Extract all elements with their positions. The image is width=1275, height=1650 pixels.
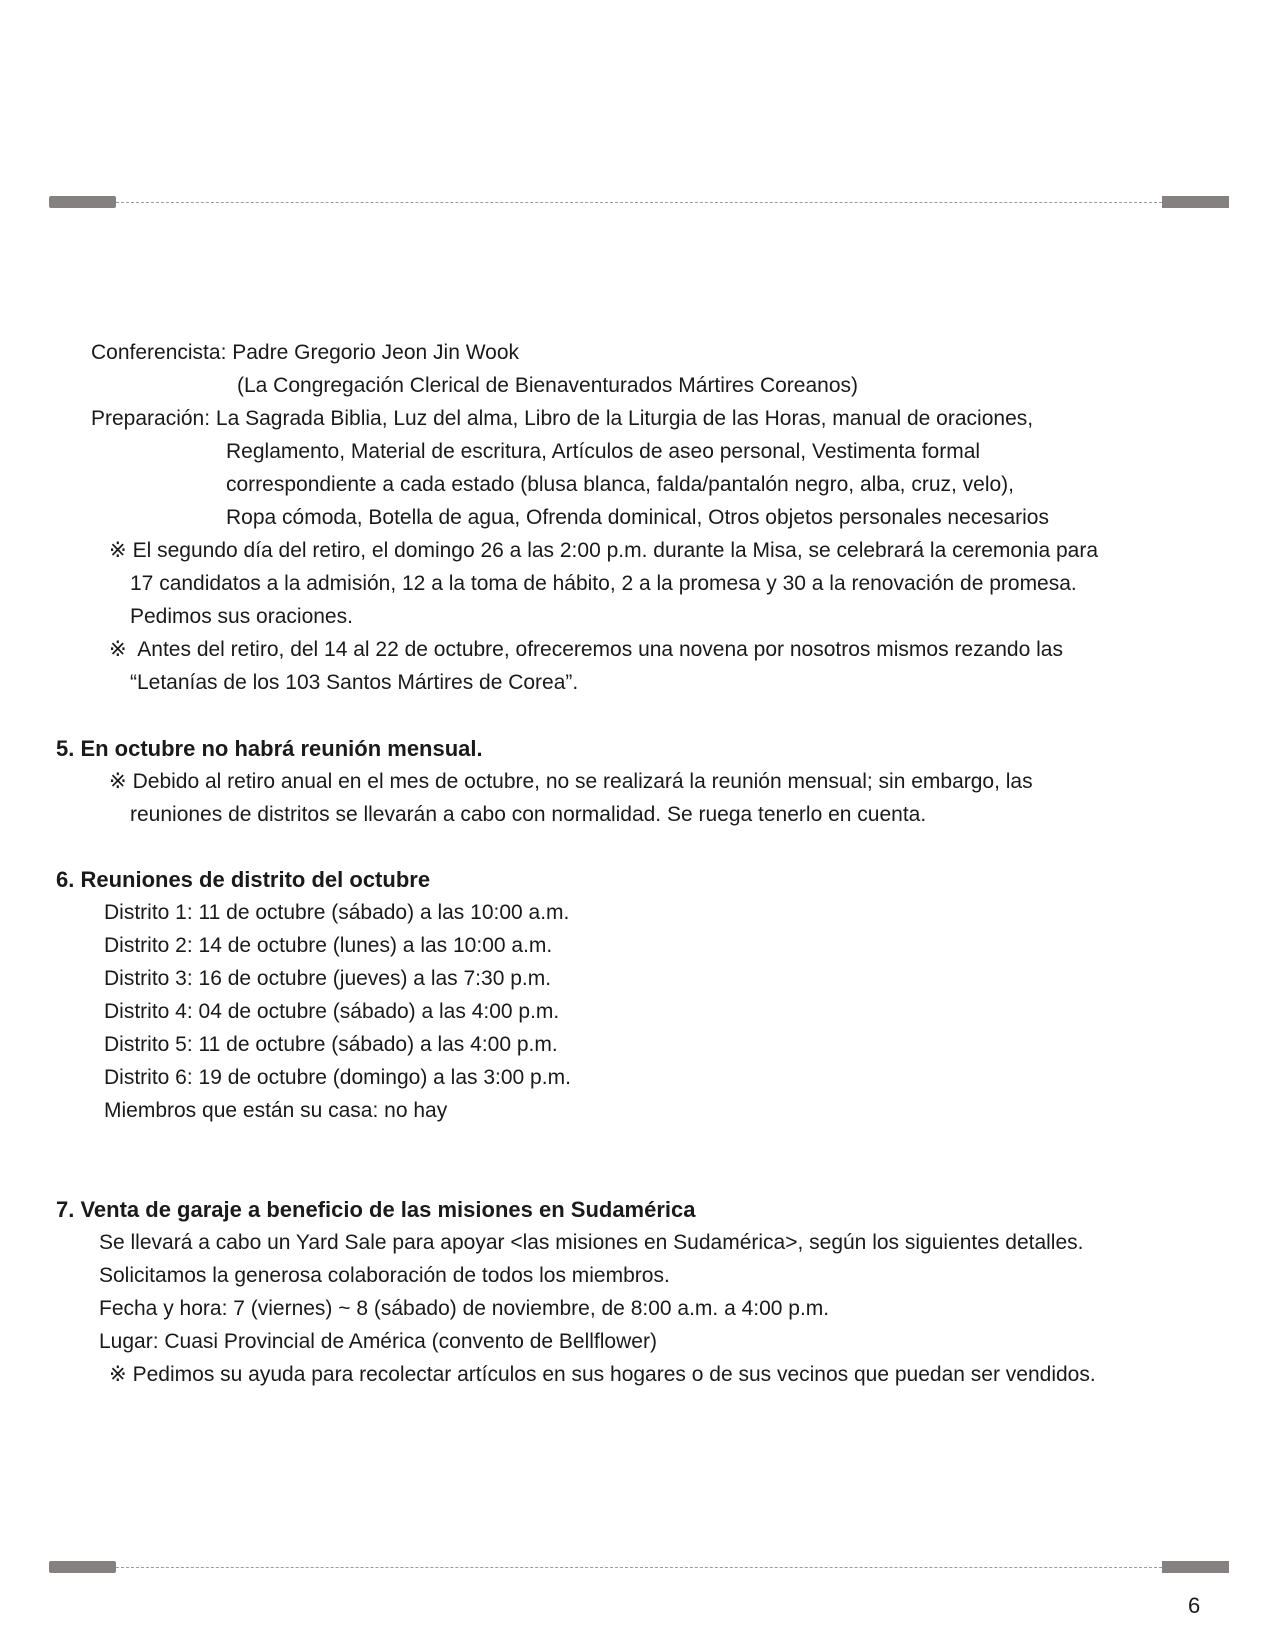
section-5-note: [109, 769, 1033, 795]
section-7-date: Fecha y hora: 7 (viernes) ~ 8 (sábado) de noviembre, de 8:00 a.m. a 4:00 p.m.: [99, 1297, 830, 1320]
reference-mark: ※: [109, 539, 127, 562]
bottom-divider: [49, 1561, 1229, 1575]
speaker-name: Padre Gregorio Jeon Jin Wook: [232, 341, 520, 364]
district-line: Distrito 2: 14 de octubre (lunes) a las 10:00 a.m.: [104, 934, 553, 957]
note-text: Antes del retiro, del 14 al 22 de octubre, ofreceremos una novena por nosotros mismos rezando las: [132, 638, 1063, 661]
divider-dashed-line: [116, 1567, 1162, 1568]
members-line: Miembros que están su casa: no hay: [104, 1099, 448, 1122]
preparation-label: Preparación:: [91, 407, 211, 430]
note-text: “Letanías de los 103 Santos Mártires de Corea”.: [130, 671, 579, 694]
divider-cap-right: [1162, 196, 1229, 208]
reference-mark: ※: [109, 1363, 127, 1386]
district-line: Distrito 6: 19 de octubre (domingo) a las 3:00 p.m.: [104, 1066, 571, 1089]
section-5-heading: 5. En octubre no habrá reunión mensual.: [56, 736, 483, 761]
preparation-text: Reglamento, Material de escritura, Artículos de aseo personal, Vestimenta formal: [226, 440, 981, 463]
reference-mark: ※: [109, 638, 127, 661]
divider-dashed-line: [116, 202, 1162, 203]
reference-mark: ※: [109, 770, 127, 793]
top-divider: [49, 196, 1229, 210]
note-text: 17 candidatos a la admisión, 12 a la toma de hábito, 2 a la promesa y 30 a la renovación de promesa.: [130, 572, 1077, 595]
divider-cap-left: [49, 196, 116, 208]
district-line: Distrito 4: 04 de octubre (sábado) a las 4:00 p.m.: [104, 1000, 560, 1023]
note-text: Pedimos sus oraciones.: [130, 605, 353, 628]
district-line: Distrito 5: 11 de octubre (sábado) a las 4:00 p.m.: [104, 1033, 558, 1056]
note-text: Debido al retiro anual en el mes de octubre, no se realizará la reunión mensual; sin embargo, las: [132, 770, 1033, 793]
divider-cap-left: [49, 1561, 116, 1573]
preparation-text: La Sagrada Biblia, Luz del alma, Libro de la Liturgia de las Horas, manual de oraciones,: [215, 407, 1034, 430]
section-7-place: Lugar: Cuasi Provincial de América (convento de Bellflower): [99, 1330, 657, 1353]
section-7-note: [109, 1362, 1096, 1388]
district-line: Distrito 3: 16 de octubre (jueves) a las 7:30 p.m.: [104, 967, 552, 990]
preparation-line: [91, 406, 1033, 432]
section-7-text: Solicitamos la generosa colaboración de todos los miembros.: [99, 1264, 670, 1287]
section-7-text: Se llevará a cabo un Yard Sale para apoyar <las misiones en Sudamérica>, según los siguientes detalles.: [99, 1231, 1084, 1254]
retreat-note-ceremony: [109, 538, 1098, 564]
speaker-line: [91, 340, 519, 366]
note-text: reuniones de distritos se llevarán a cabo con normalidad. Se ruega tenerlo en cuenta.: [130, 803, 927, 826]
retreat-note-novena: [109, 637, 1063, 663]
page-number: 6: [1188, 1593, 1201, 1618]
section-7-heading: 7. Venta de garaje a beneficio de las misiones en Sudamérica: [56, 1197, 696, 1222]
speaker-label: Conferencista:: [91, 341, 227, 364]
preparation-text: correspondiente a cada estado (blusa blanca, falda/pantalón negro, alba, cruz, velo),: [226, 473, 1015, 496]
speaker-affiliation: (La Congregación Clerical de Bienaventurados Mártires Coreanos): [237, 374, 858, 397]
divider-cap-right: [1162, 1561, 1229, 1573]
note-text: Pedimos su ayuda para recolectar artículos en sus hogares o de sus vecinos que puedan ser vendidos.: [132, 1363, 1096, 1386]
section-6-heading: 6. Reuniones de distrito del octubre: [56, 867, 431, 892]
district-line: Distrito 1: 11 de octubre (sábado) a las 10:00 a.m.: [104, 901, 570, 924]
note-text: El segundo día del retiro, el domingo 26 a las 2:00 p.m. durante la Misa, se celebrará la ceremonia para: [132, 539, 1098, 562]
preparation-text: Ropa cómoda, Botella de agua, Ofrenda dominical, Otros objetos personales necesarios: [226, 506, 1049, 529]
